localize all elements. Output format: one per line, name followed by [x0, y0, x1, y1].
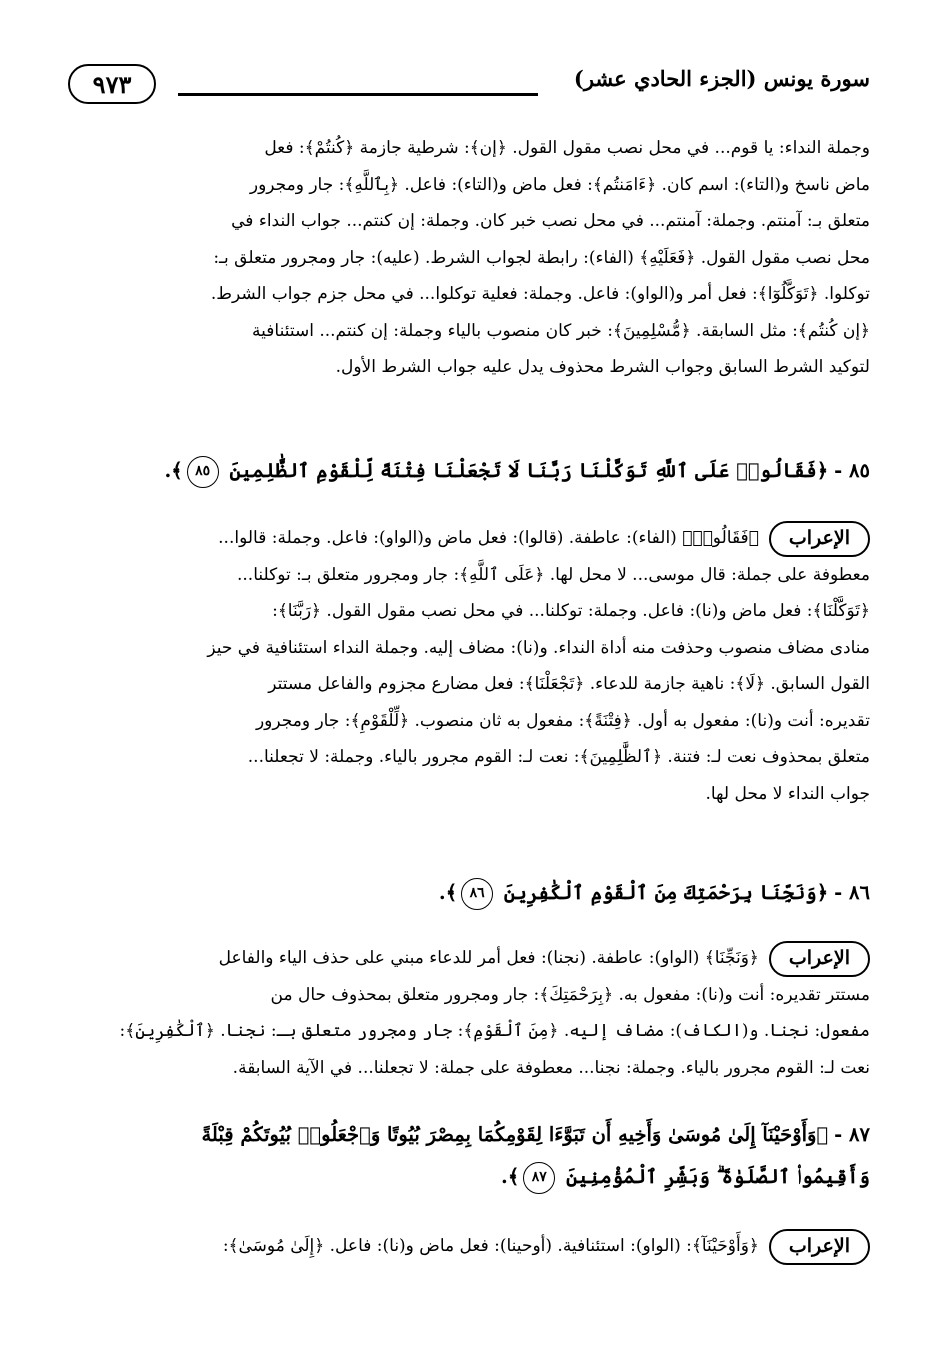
- irab-badge: الإعراب: [769, 521, 870, 557]
- verse-close: ﴾.: [164, 459, 183, 482]
- verse-text: وَأَقِيمُوا۟ ٱلصَّلَوٰةَ ۗ وَبَشِّرِ ٱلْمُؤْمِنِينَ: [566, 1165, 870, 1188]
- text-line: لتوكيد الشرط السابق وجواب الشرط محذوف يدل عليه جواب الشرط الأول.: [335, 357, 870, 377]
- irab-85: [60, 520, 870, 812]
- text-line: تقديره: أنت و(نا): مفعول به أول. ﴿فِتْنَةً﴾: مفعول به ثان منصوب. ﴿لِّلْقَوْمِ﴾: جار ومجرور: [255, 710, 870, 731]
- text-line: متعلق بـ: آمنتم. وجملة: آمنتم... في محل نصب خبر كان. وجملة: إن كنتم... جواب النداء في: [231, 211, 870, 231]
- irab-87: [60, 1228, 870, 1265]
- section-continuation: [60, 130, 870, 386]
- text-line: ماض ناسخ و(التاء): اسم كان. ﴿ءَامَنتُم﴾: فعل ماض و(التاء): فاعل. ﴿بِٱللَّهِ﴾: جار ومجرور: [249, 174, 870, 195]
- irab-86: [60, 940, 870, 1086]
- text-line: ﴿وَأَوْحَيْنَآ﴾: (الواو): استئنافية. (أوحينا): فعل ماض و(نا): فاعل. ﴿إِلَىٰ مُوسَىٰ﴾:: [222, 1236, 759, 1256]
- page-header: [60, 50, 870, 120]
- text-line: محل نصب مقول القول. ﴿فَعَلَيْهِ﴾ (الفاء): رابطة لجواب الشرط. (عليه): جار ومجرور متعلق بـ:: [213, 247, 870, 268]
- verse-text: ﴿وَنَجِّنَا بِرَحْمَتِكَ مِنَ ٱلْقَوْمِ ٱلْكَٰفِرِينَ: [503, 881, 829, 904]
- text-line: منادى مضاف منصوب وحذفت منه أداة النداء. و(نا): مضاف إليه. وجملة النداء استئنافية في حيز: [207, 637, 870, 658]
- verse-close: ﴾.: [501, 1165, 520, 1188]
- irab-badge: الإعراب: [769, 1229, 870, 1265]
- verse-number: ٨٥ -: [834, 459, 870, 482]
- text-line: ﴿فَقَالُوا۟﴾ (الفاء): عاطفة. (قالوا): فعل ماض و(الواو): فاعل. وجملة: قالوا...: [218, 528, 759, 548]
- ayah-marker: ٨٦: [461, 878, 493, 910]
- verse-text: ﴿وَأَوْحَيْنَآ إِلَىٰ مُوسَىٰ وَأَخِيهِ أَن تَبَوَّءَا لِقَوْمِكُمَا بِمِصْرَ بُيُوتًا وَٱجْعَلُوا۟ بُيُوتَكُمْ قِبْلَةً: [201, 1123, 829, 1146]
- text-line: ﴿وَنَجِّنَا﴾ (الواو): عاطفة. (نجنا): فعل أمر للدعاء مبني على حذف الياء والفاعل: [218, 948, 759, 968]
- verse-85: [60, 450, 870, 492]
- text-line: ﴿تَوَكَّلْنَا﴾: فعل ماض و(نا): فاعل. وجملة: توكلنا... في محل نصب مقول القول. ﴿رَبَّنَا﴾:: [272, 601, 870, 621]
- verse-86: [60, 872, 870, 914]
- ayah-marker: ٨٧: [523, 1162, 555, 1194]
- page-number: ٩٧٣: [68, 64, 156, 104]
- text-line: متعلق بمحذوف نعت لـ: فتنة. ﴿ٱلظَّٰلِمِينَ﴾: نعت لـ: القوم مجرور بالياء. وجملة: لا تجعلنا...: [247, 747, 870, 767]
- ayah-marker: ٨٥: [187, 456, 219, 488]
- text-line: القول السابق. ﴿لَا﴾: ناهية جازمة للدعاء. ﴿تَجْعَلْنَا﴾: فعل مضارع مجزوم والفاعل مستتر: [268, 674, 870, 694]
- book-page: [60, 50, 870, 1340]
- verse-text: ﴿فَقَالُوا۟ عَلَى ٱللَّهِ تَوَكَّلْنَا رَبَّنَا لَا تَجْعَلْنَا فِتْنَةً لِّلْقَوْمِ ٱلظَّٰلِمِينَ: [229, 459, 829, 482]
- header-rule: [178, 93, 538, 96]
- irab-badge: الإعراب: [769, 941, 870, 977]
- verse-87: [60, 1114, 870, 1198]
- verse-number: ٨٦ -: [834, 881, 870, 904]
- text-line: معطوفة على جملة: قال موسى... لا محل لها. ﴿عَلَى ٱللَّهِ﴾: جار ومجرور متعلق بـ: توكلنا...: [237, 564, 870, 585]
- text-line: مستتر تقديره: أنت و(نا): مفعول به. ﴿بِرَحْمَتِكَ﴾: جار ومجرور متعلق بمحذوف حال من: [270, 984, 870, 1005]
- text-line: وجملة النداء: يا قوم... في محل نصب مقول القول. ﴿إن﴾: شرطية جازمة ﴿كُنتُمْ﴾: فعل: [264, 138, 870, 158]
- text-line: توكلوا. ﴿تَوَكَّلُوٓا﴾: فعل أمر و(الواو): فاعل. وجملة: فعلية توكلوا... في محل جزم جواب الشرط.: [210, 284, 870, 304]
- running-title: سورة يونس (الجزء الحادي عشر): [573, 66, 870, 91]
- text-line: جواب النداء لا محل لها.: [705, 783, 870, 804]
- text-line: ﴿إن كُنتُم﴾: مثل السابقة. ﴿مُّسْلِمِينَ﴾: خبر كان منصوب بالياء وجملة: إن كنتم... استئنافية: [252, 320, 870, 341]
- text-line: مفعول: نجنا. و(الكاف): مضاف إليه. ﴿مِنَ ٱلْقَوْمِ﴾: جار ومجرور متعلق بـ: نجنا. ﴿ٱلْكَٰفِرِينَ﴾:: [119, 1021, 870, 1041]
- verse-number: ٨٧ -: [834, 1123, 870, 1146]
- verse-close: ﴾.: [438, 881, 458, 904]
- text-line: نعت لـ: القوم مجرور بالياء. وجملة: نجنا... معطوفة على جملة: لا تجعلنا... في الآية السابقة.: [232, 1057, 870, 1078]
